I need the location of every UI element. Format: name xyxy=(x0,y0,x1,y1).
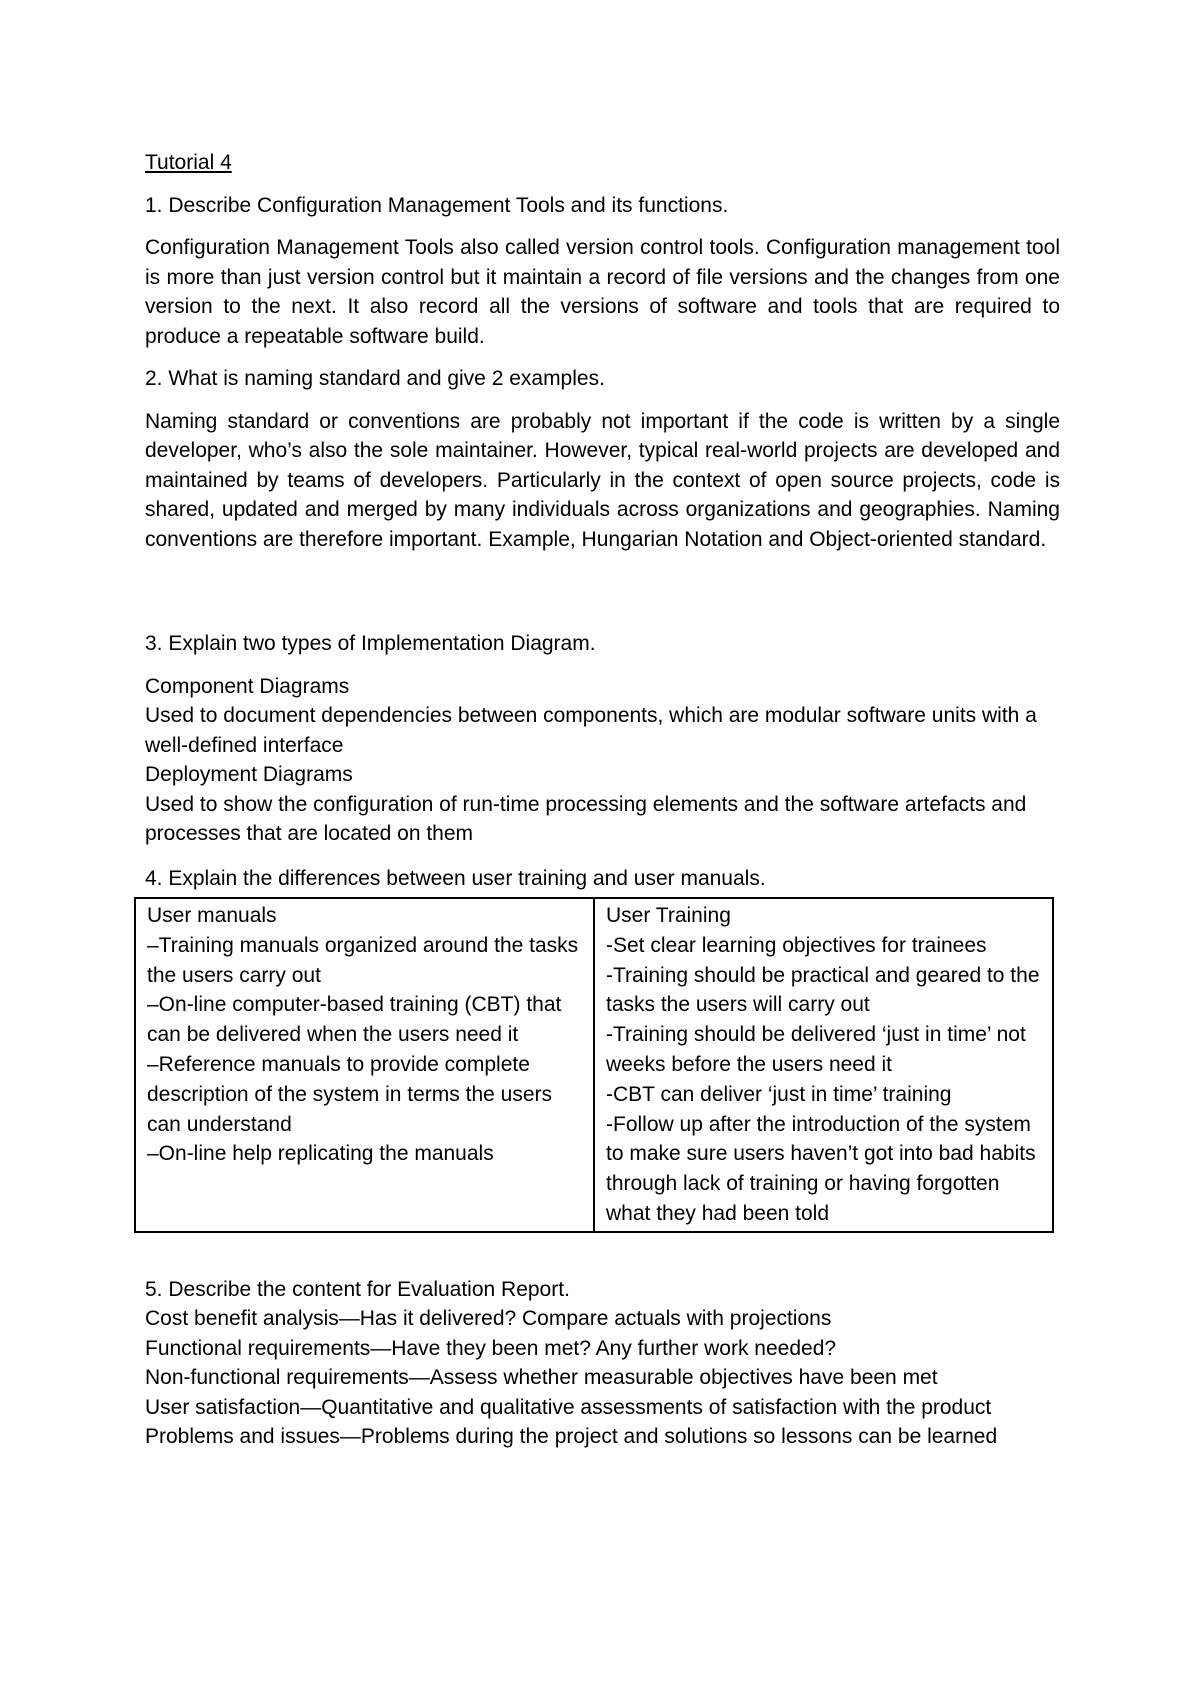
question-1: 1. Describe Configuration Management Tools and its functions. xyxy=(145,193,729,217)
list-item: Non-functional requirements—Assess whether measurable objectives have been met xyxy=(145,1366,938,1390)
table-row xyxy=(135,898,1053,1232)
question-4: 4. Explain the differences between user training and user manuals. xyxy=(145,866,766,890)
user-manuals-header: User manuals xyxy=(147,904,277,927)
answer-1: Configuration Management Tools also called version control tools. Configuration management tool is more than just version control but it maintain a record of file versions and the changes from one version to the next. It also record all the versions of software and tools that are required to produce a repeatable software build. xyxy=(145,236,1060,348)
list-item: -CBT can deliver ‘just in time’ training xyxy=(606,1082,952,1106)
document-page xyxy=(145,148,1060,1452)
comparison-table xyxy=(134,897,1054,1233)
list-item: -Training should be delivered ‘just in time’ not weeks before the users need it xyxy=(606,1023,1026,1076)
component-diagrams-text: Used to document dependencies between components, which are modular software units with a well-defined interface xyxy=(145,704,1037,757)
question-2: 2. What is naming standard and give 2 examples. xyxy=(145,367,605,390)
list-item: User satisfaction—Quantitative and qualitative assessments of satisfaction with the product xyxy=(145,1395,992,1419)
spacer xyxy=(145,567,1060,629)
list-item: -Training should be practical and geared to the tasks the users will carry out xyxy=(606,963,1040,1017)
user-training-header: User Training xyxy=(606,904,731,927)
list-item: –On-line computer-based training (CBT) that can be delivered when the users need it xyxy=(147,993,562,1047)
list-item: –On-line help replicating the manuals xyxy=(147,1142,494,1166)
deployment-diagrams-text: Used to show the configuration of run-time processing elements and the software artefacts and processes that are located on them xyxy=(145,792,1027,845)
list-item: -Follow up after the introduction of the system to make sure users haven’t got into bad habits through lack of training or having forgotten what they had been told xyxy=(606,1112,1036,1225)
list-item: Cost benefit analysis—Has it delivered? Compare actuals with projections xyxy=(145,1307,832,1331)
deployment-diagrams-heading: Deployment Diagrams xyxy=(145,763,353,786)
list-item: -Set clear learning objectives for trainees xyxy=(606,933,987,957)
list-item: Problems and issues—Problems during the project and solutions so lessons can be learned xyxy=(145,1425,998,1449)
list-item: –Reference manuals to provide complete description of the system in terms the users can understand xyxy=(147,1052,552,1136)
question-5: 5. Describe the content for Evaluation Report. xyxy=(145,1277,570,1301)
answer-2: Naming standard or conventions are probably not important if the code is written by a single developer, who’s also the sole maintainer. However, typical real-world projects are developed and maintained by teams of developers. Particularly in the context of open source projects, code is shared, updated and merged by many individuals across organizations and geographies. Naming conventions are therefore important. Example, Hungarian Notation and Object-oriented standard. xyxy=(145,409,1060,551)
page-title: Tutorial 4 xyxy=(145,151,232,174)
user-training-cell xyxy=(594,898,1053,1232)
spacer xyxy=(145,1233,1060,1275)
list-item: Functional requirements—Have they been met? Any further work needed? xyxy=(145,1336,837,1360)
spacer xyxy=(145,849,1060,864)
list-item: –Training manuals organized around the tasks the users carry out xyxy=(147,933,579,987)
user-manuals-cell xyxy=(135,898,594,1232)
component-diagrams-heading: Component Diagrams xyxy=(145,674,350,698)
question-3: 3. Explain two types of Implementation Diagram. xyxy=(145,632,596,655)
